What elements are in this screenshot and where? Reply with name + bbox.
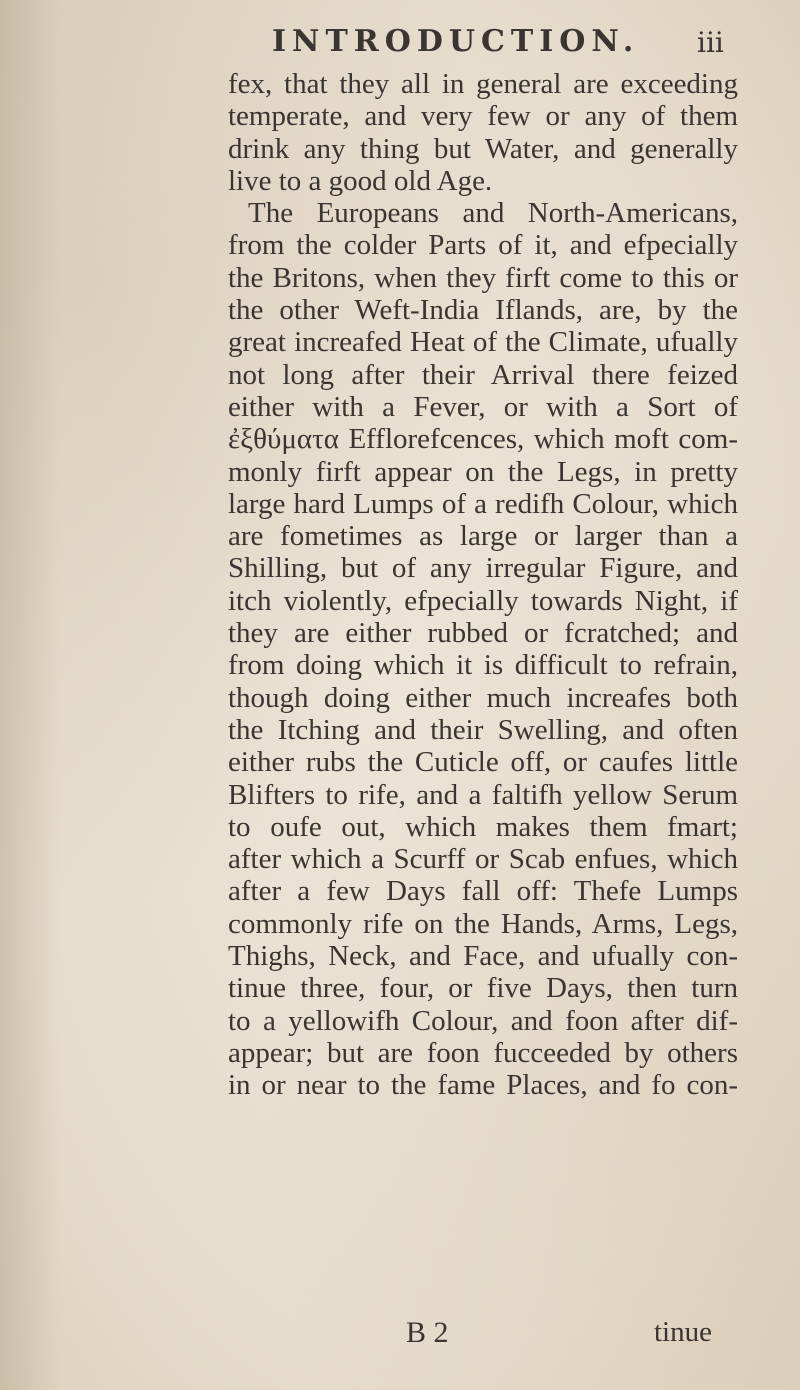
text-line: either with a Fever, or with a Sort of (228, 390, 738, 423)
text-line: the Itching and their Swelling, and often (228, 713, 738, 746)
text-line: fex, that they all in general are exceeding (228, 68, 738, 100)
text-line: appear; but are foon fucceeded by others (228, 1036, 738, 1069)
body-text (228, 68, 738, 1102)
text-line: Blifters to rife, and a faltifh yellow Serum (228, 778, 738, 811)
text-line: though doing either much increafes both (228, 681, 738, 714)
text-line: live to a good old Age. (228, 164, 493, 197)
text-line: large hard Lumps of a redifh Colour, which (228, 487, 738, 520)
page-edge-shadow (0, 0, 60, 1390)
text-line: Shilling, but of any irregular Figure, and (228, 552, 738, 585)
text-line: they are either rubbed or fcratched; and (228, 617, 738, 650)
text-line: The Europeans and North-Americans, (248, 197, 738, 230)
text-line: drink any thing but Water, and generally (228, 132, 738, 165)
text-line: from doing which it is difficult to refrain, (228, 649, 738, 682)
text-line: the other Weft-India Iflands, are, by the (228, 294, 738, 327)
text-line: monly firft appear on the Legs, in pretty (228, 455, 738, 488)
text-line: either rubs the Cuticle off, or caufes little (228, 746, 738, 779)
text-line: to oufe out, which makes them fmart; (228, 810, 738, 843)
text-line: not long after their Arrival there feized (228, 358, 738, 391)
text-line: Thighs, Neck, and Face, and ufually con- (228, 940, 738, 973)
text-line: in or near to the fame Places, and fo con- (228, 1069, 738, 1102)
text-line: itch violently, efpecially towards Night, if (228, 584, 738, 617)
text-line: are fometimes as large or larger than a (228, 520, 738, 553)
page-header (272, 24, 772, 64)
text-line: from the colder Parts of it, and efpecially (228, 229, 738, 262)
text-line: to a yellowifh Colour, and foon after dif- (228, 1004, 738, 1037)
text-line: great increafed Heat of the Climate, ufually (228, 326, 738, 359)
text-line: the Britons, when they firft come to this or (228, 261, 738, 294)
text-line: ἐξθύματα Efflorefcences, which moft com- (228, 423, 738, 456)
text-line: temperate, and very few or any of them (228, 100, 738, 133)
page-footer (228, 1316, 738, 1352)
running-head: INTRODUCTION. (272, 24, 640, 59)
page-number: iii (697, 26, 724, 59)
catchword: tinue (654, 1316, 712, 1348)
text-line: tinue three, four, or five Days, then turn (228, 972, 738, 1005)
text-line: commonly rife on the Hands, Arms, Legs, (228, 907, 738, 940)
text-line: after which a Scurff or Scab enfues, which (228, 843, 738, 876)
text-line: after a few Days fall off: Thefe Lumps (228, 875, 738, 908)
signature-mark: B 2 (406, 1316, 449, 1349)
